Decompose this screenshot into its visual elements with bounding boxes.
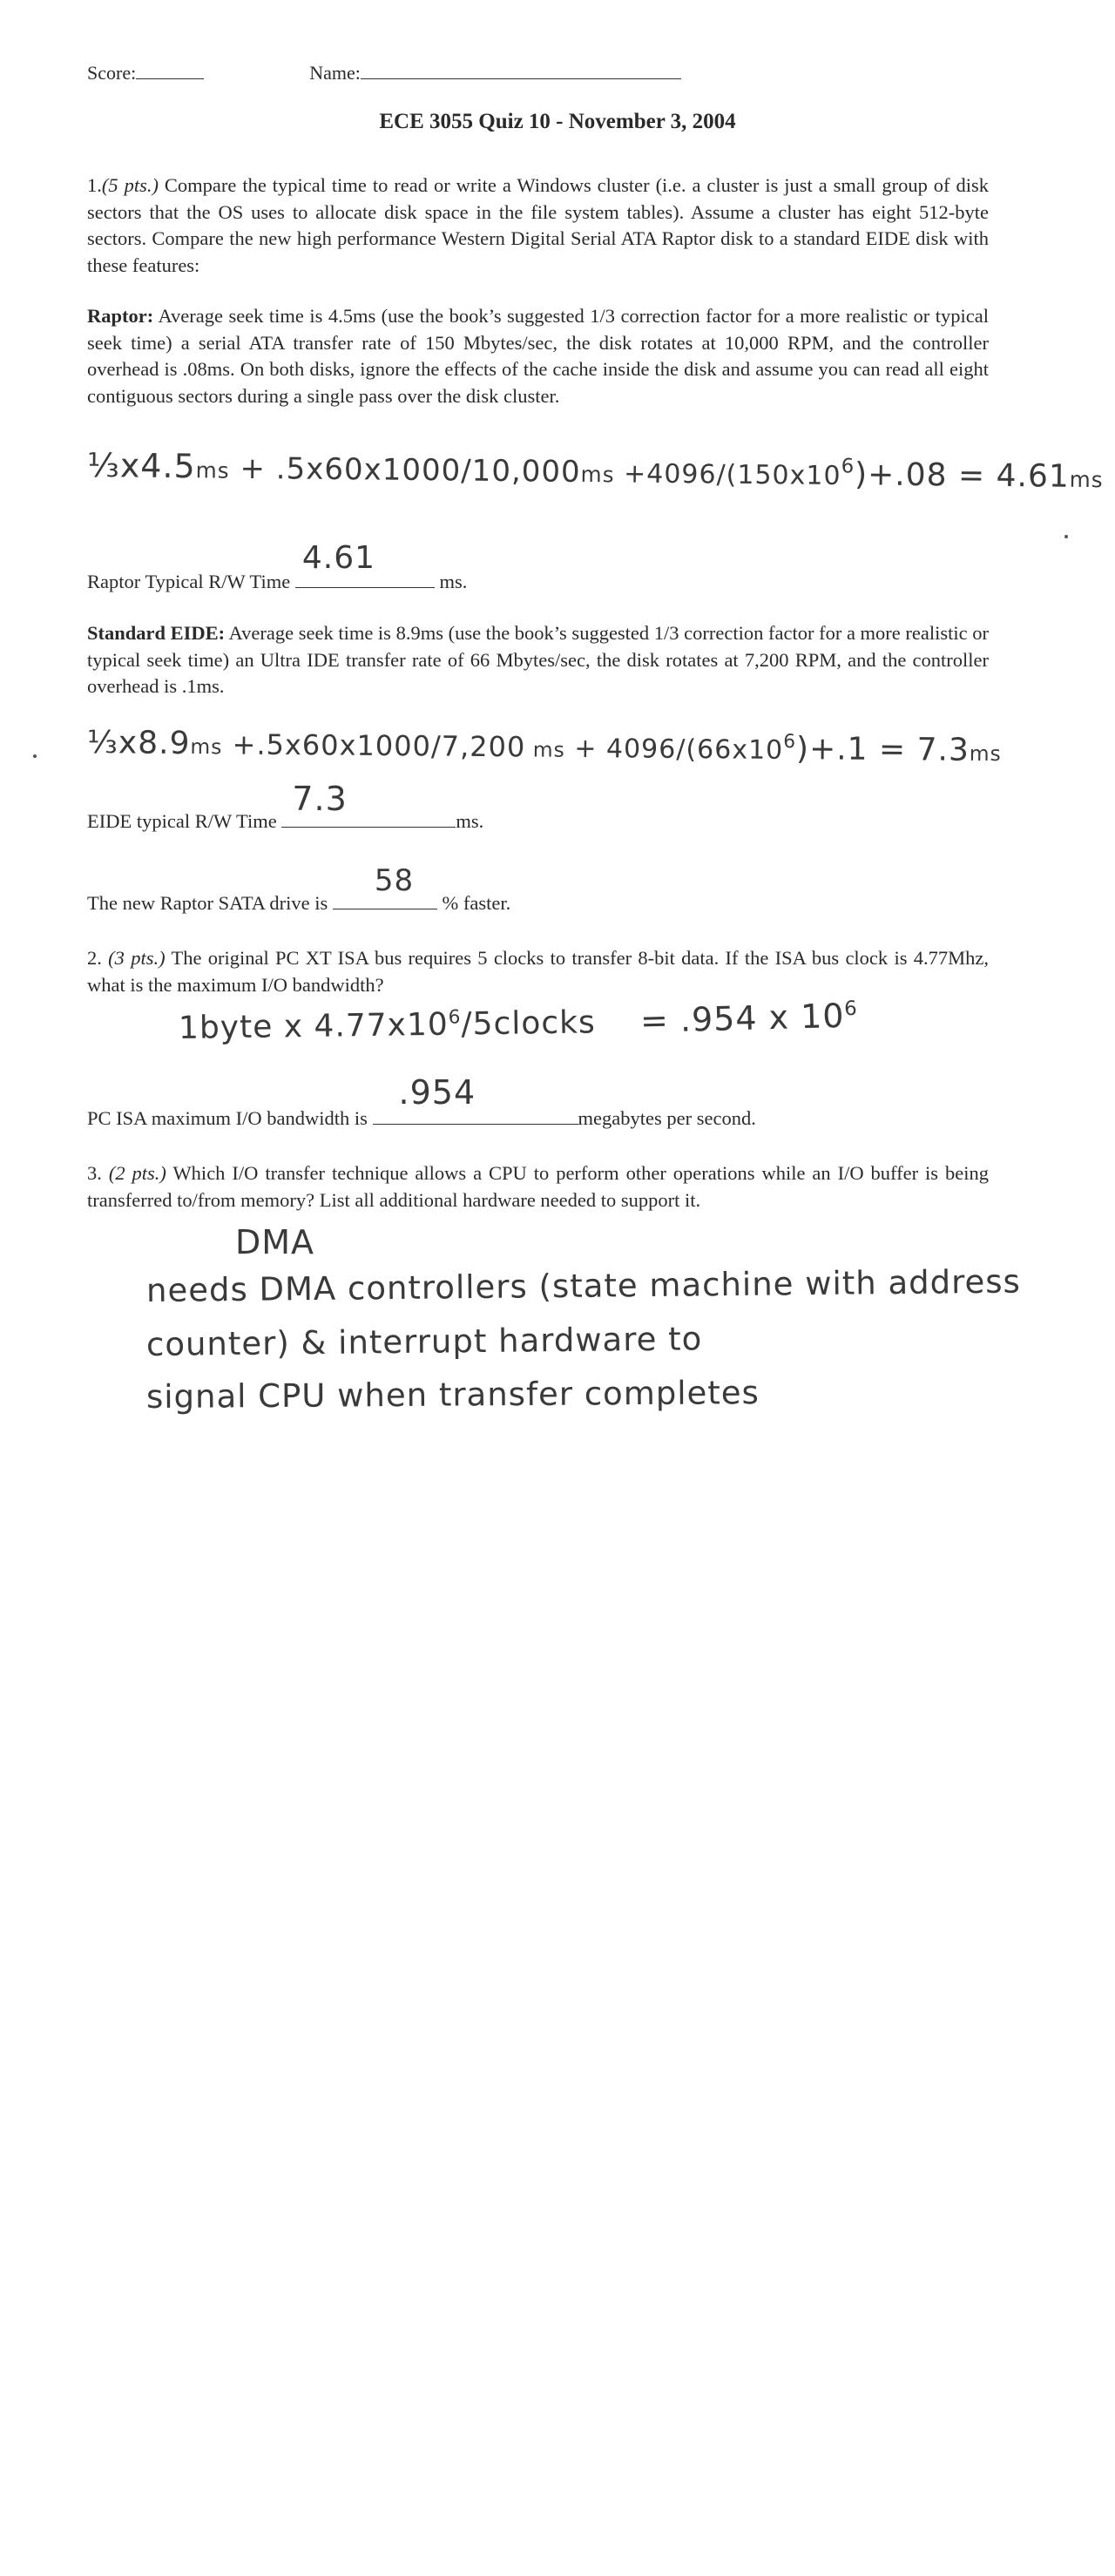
header-score-name bbox=[87, 61, 681, 85]
eide-work-part1: ⅓x8.9 bbox=[86, 725, 191, 762]
raptor-work-part3-exp: 6 bbox=[841, 455, 855, 478]
score-blank bbox=[136, 61, 204, 79]
stray-dot-left bbox=[33, 754, 37, 758]
q2-work-left-end: /5clocks bbox=[461, 1004, 597, 1043]
q2-work-right-text: = .954 x 10 bbox=[639, 996, 846, 1040]
raptor-work-part1-unit: ms bbox=[195, 457, 230, 483]
q2-answer-unit: megabytes per second. bbox=[578, 1107, 756, 1129]
raptor-answer-label: Raptor Typical R/W Time bbox=[87, 571, 291, 592]
q3-answer-line4: signal CPU when transfer completes bbox=[145, 1374, 760, 1416]
eide-work-part4-unit: ms bbox=[969, 740, 1002, 767]
q2-answer-label: PC ISA maximum I/O bandwidth is bbox=[87, 1107, 368, 1129]
eide-work bbox=[87, 725, 1002, 768]
raptor-work-part2: + .5x60x1000/10,000 bbox=[229, 450, 581, 490]
eide-description: Average seek time is 8.9ms (use the book’s suggested 1/3 correction factor for a more realistic or typical seek time) an Ultra IDE transfer rate of 66 Mbytes/sec, the disk rotates at 7,200 RPM, and the controller overhead is .1ms. bbox=[87, 622, 989, 697]
eide-answer-unit: ms. bbox=[456, 810, 484, 832]
q1-points: (5 pts.) bbox=[101, 174, 159, 196]
q2-answer-line bbox=[87, 1073, 756, 1130]
q2-work-right-exp: 6 bbox=[843, 997, 859, 1021]
eide-answer-value: 7.3 bbox=[292, 780, 348, 818]
eide-answer-blank bbox=[281, 780, 456, 828]
eide-work-part2: +.5x60x1000/7,200 bbox=[222, 727, 526, 764]
raptor-answer-value: 4.61 bbox=[301, 540, 376, 576]
q2-work-right bbox=[639, 996, 858, 1040]
raptor-answer-line bbox=[87, 540, 468, 593]
eide-work-part2-unit: ms bbox=[525, 737, 565, 762]
q3-answer-line2: needs DMA controllers (state machine with address bbox=[145, 1262, 1022, 1309]
raptor-work-part2-unit: ms bbox=[580, 461, 615, 488]
eide-work-part1-unit: ms bbox=[190, 734, 223, 760]
q2-points: (3 pts.) bbox=[108, 947, 166, 969]
raptor-answer-blank bbox=[295, 540, 435, 588]
name-blank bbox=[361, 61, 681, 79]
eide-label: Standard EIDE: bbox=[87, 622, 226, 644]
page-title: ECE 3055 Quiz 10 - November 3, 2004 bbox=[379, 110, 736, 133]
q1-intro bbox=[87, 172, 989, 279]
q1-intro-text: Compare the typical time to read or write a Windows cluster (i.e. a cluster is just a small group of disk sectors that the OS uses to allocate disk space in the file system tables). Assume a cluster has eight 512-byte sectors. Compare the new high performance Western Digital Serial ATA Raptor disk to a standard EIDE disk with these features: bbox=[87, 174, 990, 276]
eide-work-part3: + 4096/(66x10 bbox=[564, 733, 784, 766]
q3-points: (2 pts.) bbox=[108, 1162, 166, 1184]
faster-answer-line bbox=[87, 863, 511, 915]
raptor-answer-unit: ms. bbox=[439, 571, 468, 592]
q2-work-left-exp: 6 bbox=[448, 1006, 462, 1029]
q2-answer-value: .954 bbox=[398, 1073, 476, 1112]
faster-label-pre: The new Raptor SATA drive is bbox=[87, 892, 328, 914]
faster-label-post: % faster. bbox=[442, 892, 511, 914]
eide-work-part3-exp: 6 bbox=[783, 730, 797, 754]
q3-answer-line3: counter) & interrupt hardware to bbox=[145, 1320, 703, 1363]
raptor-label: Raptor: bbox=[87, 305, 154, 327]
q3-question: Which I/O transfer technique allows a CPU to perform other operations while an I/O buffer is being transferred to/from memory? List all additional hardware needed to support it. bbox=[87, 1162, 989, 1211]
raptor-work-part1: ⅓x4.5 bbox=[86, 446, 196, 486]
stray-dot bbox=[1064, 535, 1068, 538]
q2-answer-blank bbox=[373, 1073, 578, 1125]
q2-question: The original PC XT ISA bus requires 5 clocks to transfer 8-bit data. If the ISA bus clock is 4.77Mhz, what is the maximum I/O bandwidth? bbox=[87, 947, 989, 996]
q2-work-left-text: 1byte x 4.77x10 bbox=[178, 1006, 449, 1046]
raptor-work bbox=[87, 446, 1104, 495]
raptor-work-part4: )+.08 = 4.61 bbox=[854, 456, 1070, 495]
raptor-work-part3: +4096/(150x10 bbox=[614, 458, 841, 492]
q2-work-left bbox=[179, 1004, 596, 1046]
q1-eide-text bbox=[87, 620, 989, 700]
eide-answer-line bbox=[87, 780, 484, 833]
score-label: Score: bbox=[87, 62, 137, 84]
q1-number: 1. bbox=[87, 174, 102, 196]
q3-text bbox=[87, 1160, 989, 1214]
raptor-description: Average seek time is 4.5ms (use the book’s suggested 1/3 correction factor for a more realistic or typical seek time) a serial ATA transfer rate of 150 Mbytes/sec, the disk rotates at 10,000 RPM, and the controller overhead is .08ms. On both disks, ignore the effects of the cache inside the disk and assume you can read all eight contiguous sectors during a single pass over the disk cluster. bbox=[87, 305, 989, 407]
eide-answer-label: EIDE typical R/W Time bbox=[87, 810, 277, 832]
q1-raptor-text bbox=[87, 303, 989, 409]
name-label: Name: bbox=[309, 62, 361, 84]
raptor-work-part4-unit: ms bbox=[1069, 466, 1104, 493]
q2-text bbox=[87, 945, 989, 998]
q3-number: 3. bbox=[87, 1162, 102, 1184]
eide-work-part4: )+.1 = 7.3 bbox=[795, 731, 970, 768]
q2-number: 2. bbox=[87, 947, 102, 969]
q3-answer-line1: DMA bbox=[235, 1223, 315, 1261]
faster-answer-blank bbox=[333, 863, 437, 909]
faster-answer-value: 58 bbox=[374, 863, 415, 898]
